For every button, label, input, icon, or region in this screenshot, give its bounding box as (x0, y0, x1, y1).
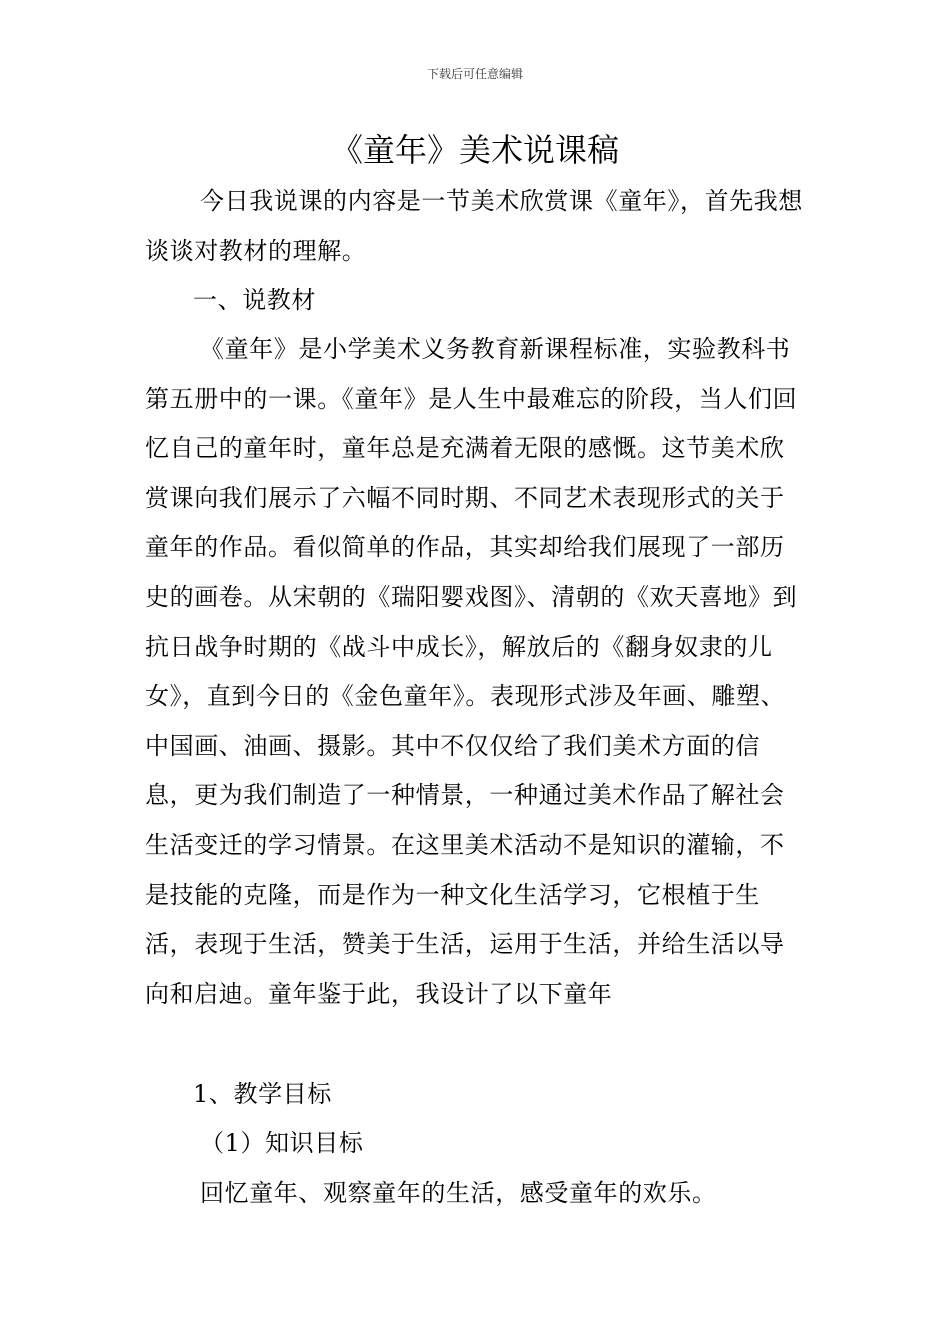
knowledge-goals-paragraph: 回忆童年、观察童年的生活，感受童年的欢乐。 (200, 1179, 717, 1207)
header-note: 下载后可任意编辑 (426, 67, 523, 81)
section-heading-material: 一、说教材 (193, 286, 316, 314)
material-paragraph: 《童年》是小学美术义务教育新课程标准，实验教科书第五册中的一课。《童年》是人生中最难忘的阶段，当人们回忆自己的童年时，童年总是充满着无限的感慨。这节美术欣赏课向我们展示了六幅不同时期、不同艺术表现形式的关于童年的作品。看似简单的作品，其实却给我们展现了一部历史的画卷。从宋朝的《瑞阳婴戏图》、清朝的《欢天喜地》到抗日战争时期的《战斗中成长》，解放后的《翻身奴隶的儿女》，直到今日的《金色童年》。表现形式涉及年画、雕塑、中国画、油画、摄影。其中不仅仅给了我们美术方面的信息，更为我们制造了一种情景，一种通过美术作品了解社会生活变迁的学习情景。在这里美术活动不是知识的灌输，不是技能的克隆，而是作为一种文化生活学习，它根植于生活，表现于生活，赞美于生活，运用于生活，并给生活以导向和启迪。童年鉴于此，我设计了以下童年 (145, 335, 798, 1008)
section-heading-goals: 1、教学目标 (193, 1080, 332, 1108)
subheading-knowledge-goals: （1）知识目标 (200, 1129, 364, 1157)
intro-paragraph: 今日我说课的内容是一节美术欣赏课《童年》，首先我想谈谈对教材的理解。 (145, 187, 803, 265)
document-title: 《童年》美术说课稿 (330, 131, 619, 169)
